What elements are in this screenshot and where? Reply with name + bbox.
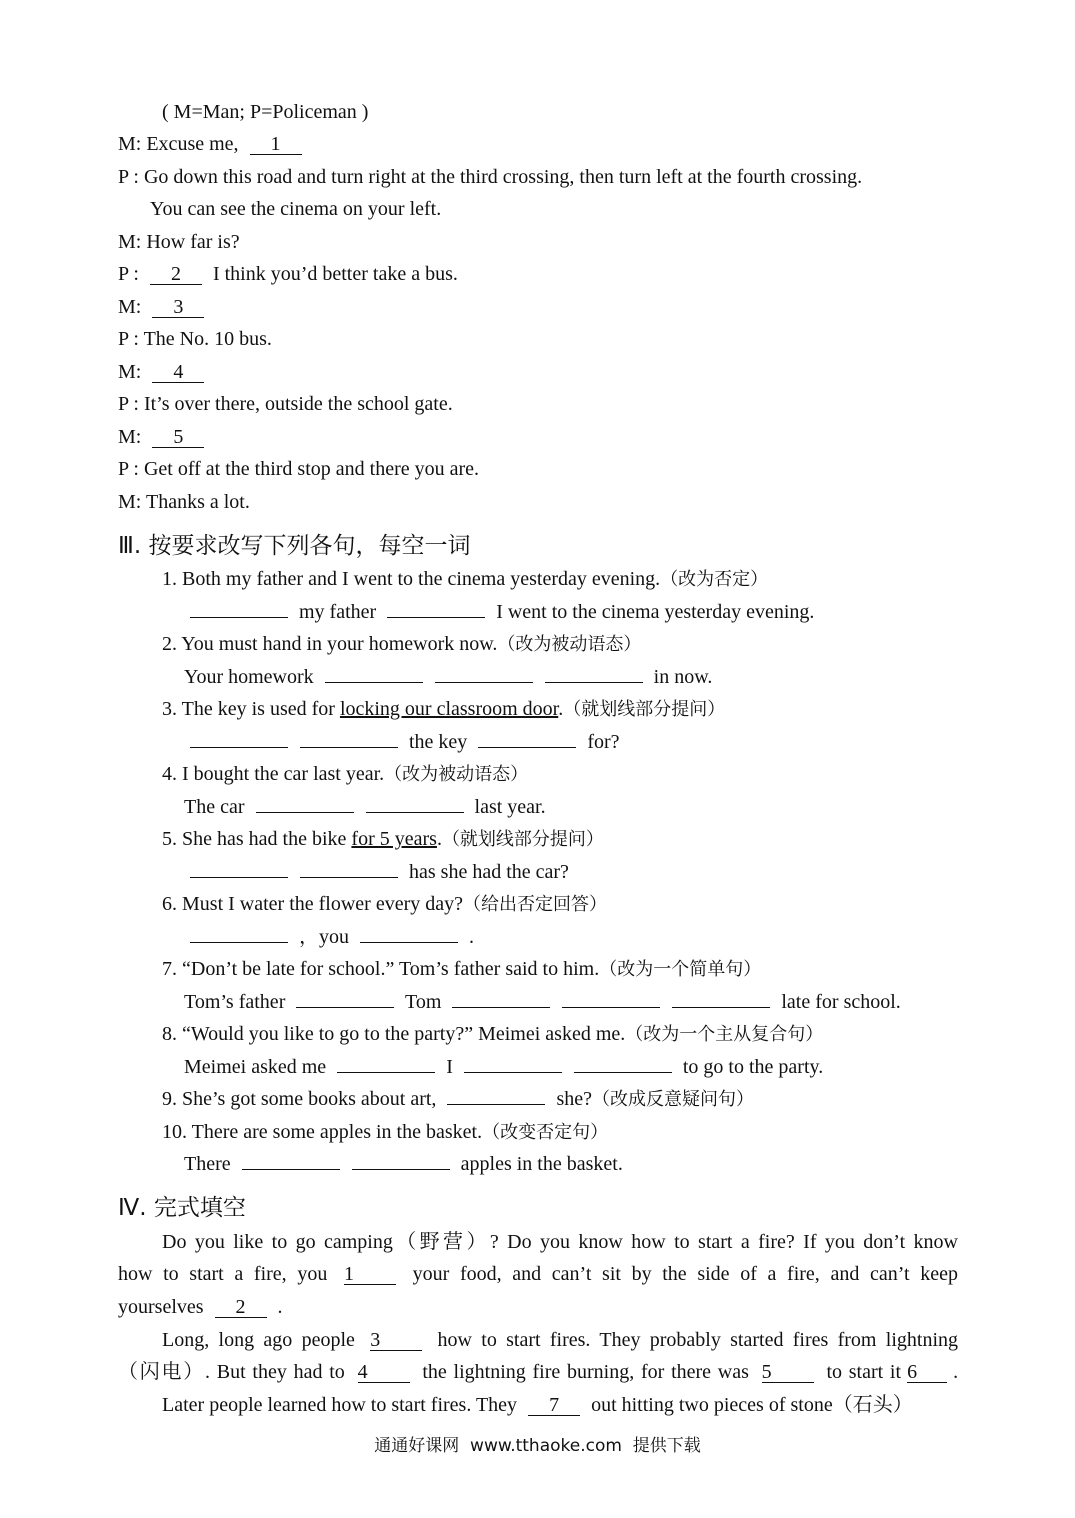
answer-blank[interactable] bbox=[190, 617, 288, 618]
answer-blank[interactable] bbox=[300, 747, 398, 748]
answer-blank[interactable] bbox=[574, 1072, 672, 1073]
answer-blank[interactable] bbox=[256, 812, 354, 813]
answer-blank[interactable]: 3 bbox=[152, 297, 204, 318]
page-footer: 通通好课网 www.tthaoke.com 提供下载 bbox=[374, 1436, 701, 1456]
question-4: 4. I bought the car last year.（改为被动语态） bbox=[162, 763, 529, 785]
cloze-blank[interactable]: 6 bbox=[907, 1362, 947, 1383]
dialogue-line-8: M: 4 bbox=[118, 362, 210, 383]
cloze-p1-line-1: Do you like to go camping（野营）? Do you know how to start a fire? If you don’t know bbox=[162, 1231, 958, 1253]
cloze-blank[interactable]: 5 bbox=[762, 1362, 814, 1383]
cloze-p1-line-2: how to start a fire, you 1 your food, and can’t sit by the side of a fire, and can’t keep bbox=[118, 1263, 958, 1285]
answer-blank[interactable] bbox=[672, 1007, 770, 1008]
answer-blank[interactable]: 4 bbox=[152, 362, 204, 383]
answer-blank[interactable] bbox=[337, 1072, 435, 1073]
cloze-p2-line-2: （闪电）. But they had to 4 the lightning fire burning, for there was 5 to start it 6 . bbox=[118, 1361, 959, 1383]
answer-line-2: Your homework in now. bbox=[184, 666, 713, 688]
question-10: 10. There are some apples in the basket.（改变否定句） bbox=[162, 1121, 609, 1143]
answer-blank[interactable] bbox=[387, 617, 485, 618]
answer-blank[interactable] bbox=[190, 747, 288, 748]
answer-blank[interactable] bbox=[360, 942, 458, 943]
dialogue-line-5: P : 2 I think you’d better take a bus. bbox=[118, 263, 458, 285]
question-8: 8. “Would you like to go to the party?” Meimei asked me.（改为一个主从复合句） bbox=[162, 1023, 824, 1045]
answer-line-1: my father I went to the cinema yesterday evening. bbox=[184, 602, 814, 622]
dialogue-line-4: M: How far is? bbox=[118, 231, 240, 253]
answer-blank[interactable] bbox=[296, 1007, 394, 1008]
cloze-blank[interactable]: 7 bbox=[528, 1395, 580, 1416]
dialogue-line-7: P : The No. 10 bus. bbox=[118, 328, 272, 350]
question-5: 5. She has had the bike for 5 years.（就划线部分提问） bbox=[162, 828, 604, 850]
dialogue-line-10: M: 5 bbox=[118, 427, 210, 448]
answer-blank[interactable] bbox=[452, 1007, 550, 1008]
answer-blank[interactable] bbox=[190, 942, 288, 943]
answer-blank[interactable]: 1 bbox=[250, 134, 302, 155]
cloze-blank[interactable]: 2 bbox=[215, 1297, 267, 1318]
section-4-title: Ⅳ. 完式填空 bbox=[118, 1195, 246, 1221]
answer-blank[interactable] bbox=[562, 1007, 660, 1008]
answer-blank[interactable] bbox=[325, 682, 423, 683]
answer-blank[interactable] bbox=[190, 877, 288, 878]
answer-blank[interactable] bbox=[366, 812, 464, 813]
question-1: 1. Both my father and I went to the cinema yesterday evening.（改为否定） bbox=[162, 568, 769, 590]
answer-line-5: has she had the car? bbox=[184, 862, 569, 882]
dialogue-line-9: P : It’s over there, outside the school gate. bbox=[118, 393, 453, 415]
question-2: 2. You must hand in your homework now.（改为被动语态） bbox=[162, 633, 642, 655]
answer-blank[interactable] bbox=[464, 1072, 562, 1073]
section-3-title: Ⅲ. 按要求改写下列各句，每空一词 bbox=[118, 533, 471, 559]
dialogue-line-11: P : Get off at the third stop and there you are. bbox=[118, 458, 480, 480]
answer-blank[interactable]: 2 bbox=[150, 264, 202, 285]
answer-blank[interactable] bbox=[435, 682, 533, 683]
answer-blank[interactable] bbox=[300, 877, 398, 878]
question-3: 3. The key is used for locking our classroom door.（就划线部分提问） bbox=[162, 698, 726, 720]
answer-line-3: the key for? bbox=[184, 732, 620, 752]
cloze-blank[interactable]: 3 bbox=[370, 1330, 422, 1351]
answer-blank[interactable] bbox=[478, 747, 576, 748]
cloze-blank[interactable]: 4 bbox=[358, 1362, 410, 1383]
question-7: 7. “Don’t be late for school.” Tom’s father said to him.（改为一个简单句） bbox=[162, 958, 762, 980]
dialogue-line-6: M: 3 bbox=[118, 297, 210, 318]
answer-blank[interactable] bbox=[352, 1169, 450, 1170]
dialogue-line-3: You can see the cinema on your left. bbox=[150, 198, 442, 220]
answer-blank[interactable]: 5 bbox=[152, 427, 204, 448]
answer-line-6: ，you . bbox=[184, 927, 474, 947]
question-6: 6. Must I water the flower every day?（给出否定回答） bbox=[162, 893, 607, 915]
cloze-p3-line-1: Later people learned how to start fires. They 7 out hitting two pieces of stone（石头） bbox=[162, 1394, 913, 1416]
answer-line-7: Tom’s father Tom late for school. bbox=[184, 991, 901, 1013]
answer-line-10: There apples in the basket. bbox=[184, 1153, 623, 1175]
answer-line-4: The car last year. bbox=[184, 796, 546, 818]
dialogue-line-12: M: Thanks a lot. bbox=[118, 491, 250, 513]
answer-line-8: Meimei asked me I to go to the party. bbox=[184, 1056, 824, 1078]
question-9: 9. She’s got some books about art, she?（改成反意疑问句） bbox=[162, 1088, 754, 1110]
cloze-p1-line-3: yourselves 2 . bbox=[118, 1296, 283, 1318]
dialogue-line-2: P : Go down this road and turn right at the third crossing, then turn left at the fourth crossing. bbox=[118, 166, 863, 188]
answer-blank[interactable] bbox=[242, 1169, 340, 1170]
cloze-p2-line-1: Long, long ago people 3 how to start fires. They probably started fires from lightning bbox=[162, 1329, 959, 1351]
dialogue-line-1: M: Excuse me, 1 bbox=[118, 134, 308, 155]
cloze-blank[interactable]: 1 bbox=[344, 1264, 396, 1285]
answer-blank[interactable] bbox=[447, 1104, 545, 1105]
dialogue-legend: ( M=Man; P=Policeman ) bbox=[162, 101, 369, 123]
answer-blank[interactable] bbox=[545, 682, 643, 683]
